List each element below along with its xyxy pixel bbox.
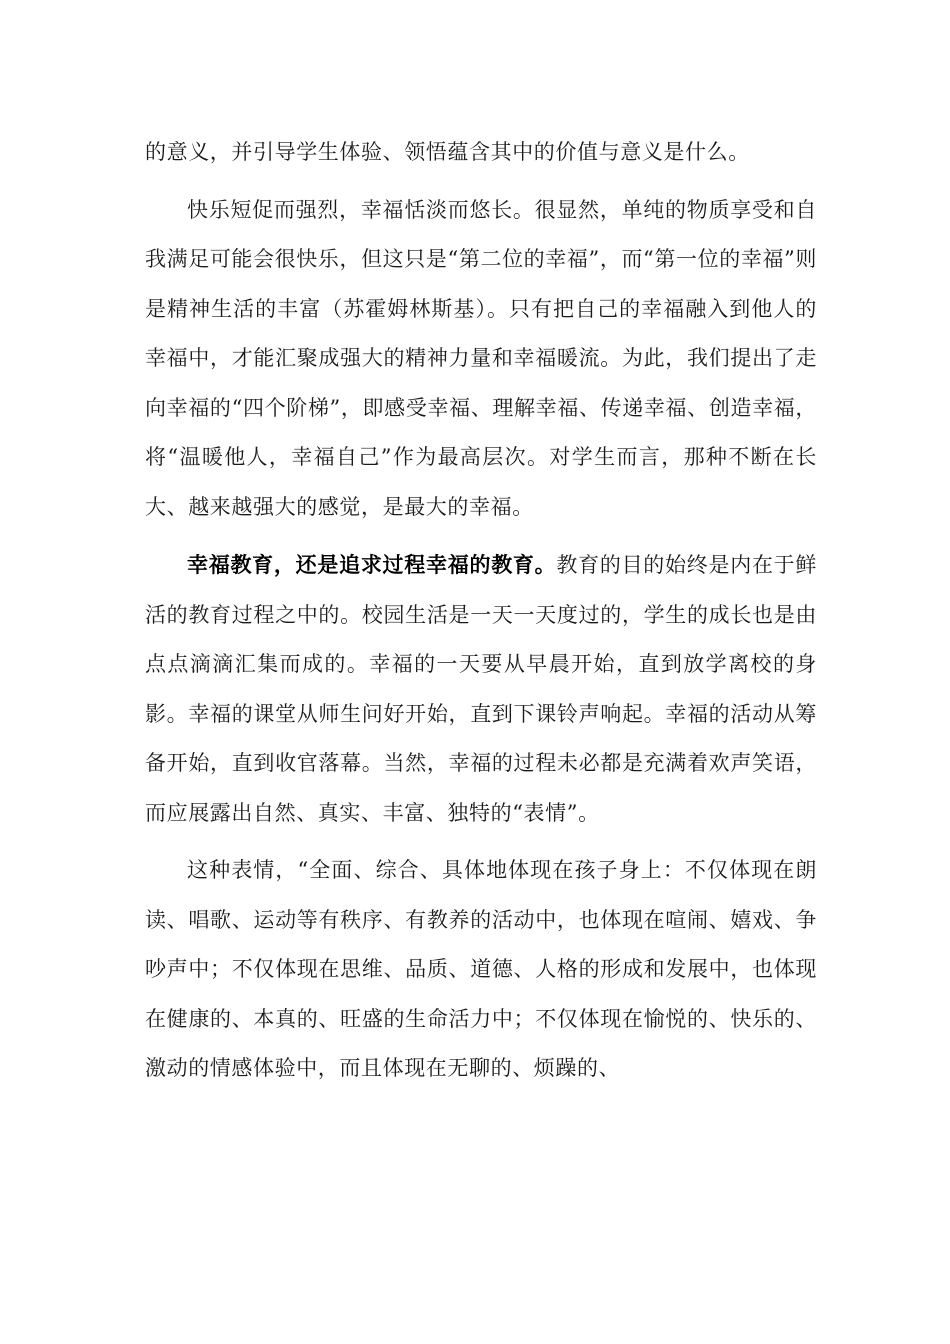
paragraph-happiness <box>145 186 817 533</box>
paragraph-lead: 幸福教育，还是追求过程幸福的教育。 <box>187 552 557 577</box>
paragraph-text: 这种表情，“全面、综合、具体地体现在孩子身上：不仅体现在朗读、唱歌、运动等有秩序、有教养的活动中，也体现在喧闹、嬉戏、争吵声中；不仅体现在思维、品质、道德、人格的形成和发展中，也体现在健康的、本真的、旺盛的生命活力中；不仅体现在愉悦的、快乐的、激动的情感体验中，而且体现在无聊的、烦躁的、 <box>145 858 817 1080</box>
paragraph-continuation <box>145 128 817 178</box>
paragraph-text: 教育的目的始终是内在于鲜活的教育过程之中的。校园生活是一天一天度过的，学生的成长也是由点点滴滴汇集而成的。幸福的一天要从早晨开始，直到放学离校的身影。幸福的课堂从师生问好开始，直到下课铃声响起。幸福的活动从筹备开始，直到收官落幕。当然，幸福的过程未必都是充满着欢声笑语，而应展露出自然、真实、丰富、独特的“表情”。 <box>145 553 818 825</box>
paragraph-text: 快乐短促而强烈，幸福恬淡而悠长。很显然，单纯的物质享受和自我满足可能会很快乐，但这只是“第二位的幸福”，而“第一位的幸福”则是精神生活的丰富（苏霍姆林斯基）。只有把自己的幸福融入到他人的幸福中，才能汇聚成强大的精神力量和幸福暖流。为此，我们提出了走向幸福的“四个阶梯”，即感受幸福、理解幸福、传递幸福、创造幸福，将“温暖他人，幸福自己”作为最高层次。对学生而言，那种不断在长大、越来越强大的感觉，是最大的幸福。 <box>145 197 817 519</box>
paragraph-process-education <box>145 540 817 838</box>
paragraph-expression <box>145 846 817 1094</box>
paragraph-text: 的意义，并引导学生体验、领悟蕴含其中的价值与意义是什么。 <box>145 140 750 164</box>
document-body <box>145 128 817 1094</box>
